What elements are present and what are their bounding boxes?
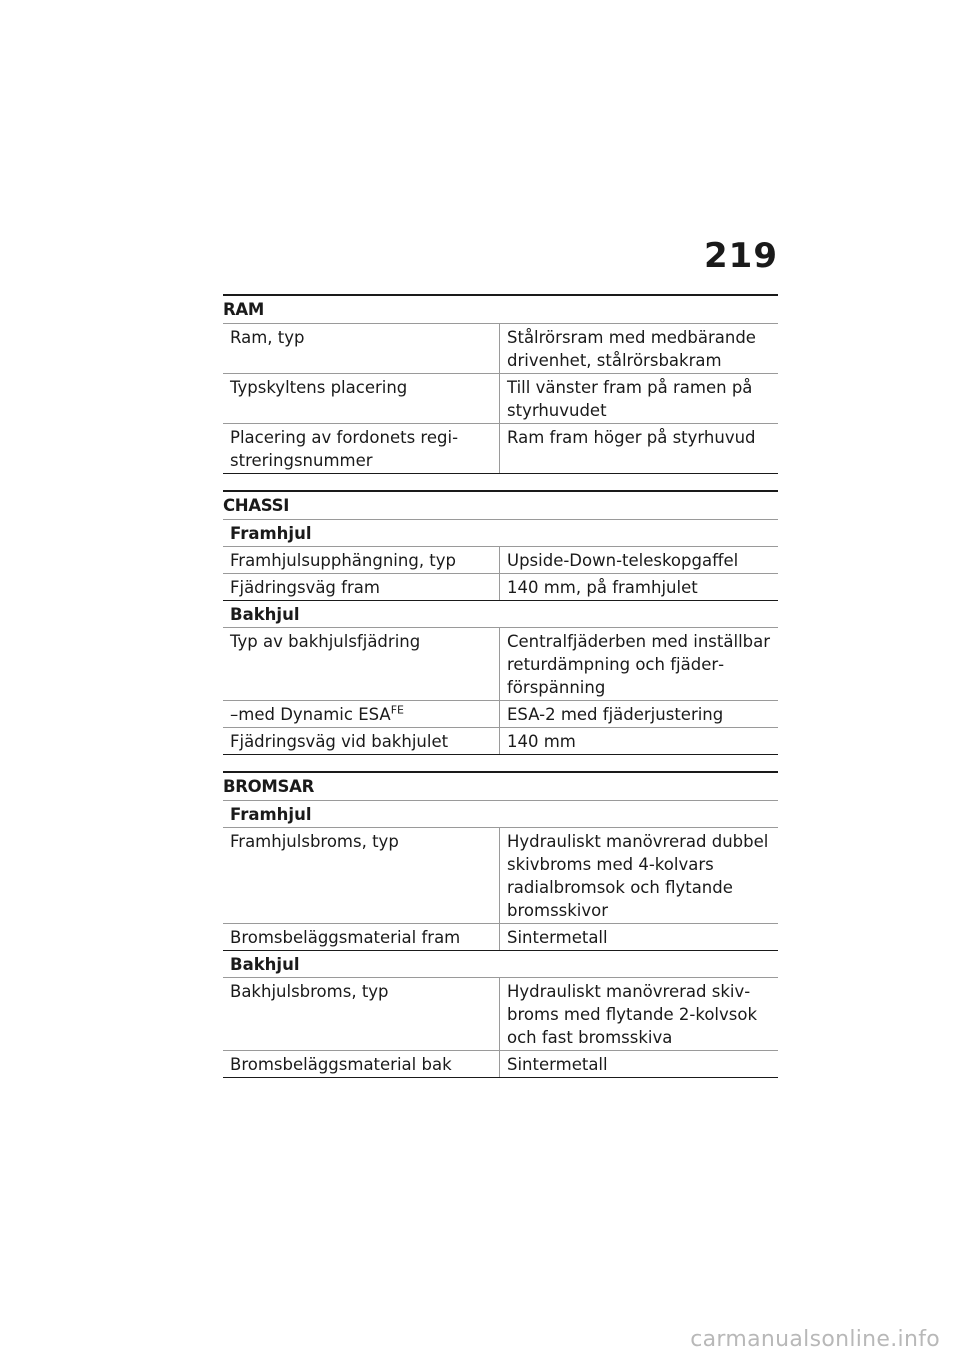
row-label (223, 701, 500, 727)
section-bromsar (223, 771, 778, 1078)
subheading-front-wheel: Framhjul (223, 800, 778, 827)
table-row (223, 977, 778, 1050)
row-value: Sintermetall (507, 1055, 608, 1074)
table-row (223, 700, 778, 727)
row-value: Till vänster fram på ramen på styrhuvudet (507, 378, 753, 420)
subheading-rear-wheel: Bakhjul (223, 600, 778, 627)
row-value: Upside-Down-teleskopgaffel (507, 551, 739, 570)
table-row (223, 573, 778, 600)
table-row (223, 373, 778, 423)
row-value: 140 mm (507, 732, 576, 751)
section-heading-chassi: CHASSI (223, 490, 778, 519)
row-label: Bromsbeläggsmaterial fram (223, 924, 500, 950)
row-label-text: –med Dynamic ESA (230, 705, 391, 724)
row-label: Typ av bakhjulsfjädring (223, 628, 500, 700)
table-row (223, 1050, 778, 1078)
row-label: Typskyltens placering (223, 374, 500, 423)
row-label-superscript: FE (390, 703, 404, 717)
table-row (223, 546, 778, 573)
table-row (223, 323, 778, 373)
watermark: carmanualsonline.info (690, 1327, 940, 1352)
section-chassi (223, 490, 778, 755)
row-label: Bromsbeläggsmaterial bak (223, 1051, 500, 1077)
row-value: 140 mm, på framhjulet (507, 578, 698, 597)
row-value: Centralfjäderben med inställbar returdämpning och fjäderförspänning (507, 632, 771, 697)
row-label: Bakhjulsbroms, typ (223, 978, 500, 1050)
subheading-front-wheel: Framhjul (223, 519, 778, 546)
table-row (223, 727, 778, 755)
row-label: Framhjulsupphängning, typ (223, 547, 500, 573)
section-heading-ram: RAM (223, 294, 778, 323)
row-value: Stålrörsram med medbärande drivenhet, stålrörsbakram (507, 328, 756, 370)
row-value: Sintermetall (507, 928, 608, 947)
table-row (223, 627, 778, 700)
page-number: 219 (704, 236, 778, 276)
section-ram (223, 294, 778, 474)
subheading-rear-wheel: Bakhjul (223, 950, 778, 977)
section-heading-bromsar: BROMSAR (223, 771, 778, 800)
spec-content (223, 294, 778, 1094)
row-value: Ram fram höger på styrhuvud (507, 428, 756, 447)
row-value: ESA-2 med fjäderjustering (507, 705, 724, 724)
row-label: Ram, typ (223, 324, 500, 373)
row-value: Hydrauliskt manövrerad dubbel skivbroms med 4-kolvars radialbromsok och flytande bromsskivor (507, 832, 769, 920)
row-label: Placering av fordonets registreringsnummer (223, 424, 500, 473)
table-row (223, 423, 778, 474)
row-label: Fjädringsväg vid bakhjulet (223, 728, 500, 754)
table-row (223, 827, 778, 923)
row-label: Framhjulsbroms, typ (223, 828, 500, 923)
row-value: Hydrauliskt manövrerad skivbroms med flytande 2-kolvsok och fast bromsskiva (507, 982, 758, 1047)
table-row (223, 923, 778, 950)
row-label: Fjädringsväg fram (223, 574, 500, 600)
